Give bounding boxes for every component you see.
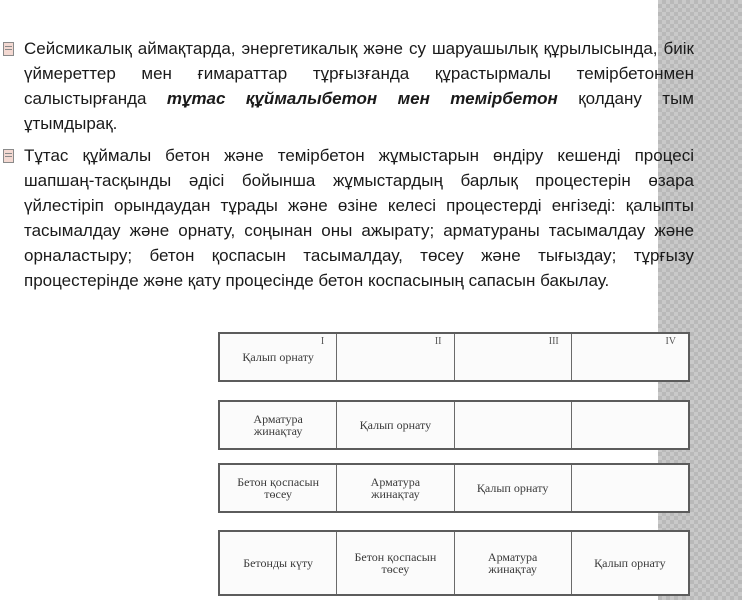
diagram-cell	[572, 402, 688, 448]
diagram-cell	[220, 465, 337, 511]
cell-text: Қалып орнату	[242, 350, 314, 364]
diagram-cell	[337, 334, 454, 380]
paragraph-1	[24, 36, 694, 136]
diagram-row-4	[218, 530, 690, 596]
diagram-cell	[220, 334, 337, 380]
diagram-row-3	[218, 463, 690, 513]
cell-text: Арматура жинақтау	[487, 550, 538, 576]
bullet-icon	[3, 149, 14, 163]
diagram-cell	[455, 465, 572, 511]
diagram-cell	[337, 465, 454, 511]
cell-text: Қалып орнату	[594, 556, 666, 570]
diagram-cell	[572, 465, 688, 511]
cell-text: Қалып орнату	[359, 418, 432, 432]
paragraph-1-text-before: Сейсмикалық аймақтарда, энергетикалық және су шаруашылық құрылысында, биік үймереттер мен ғимараттар тұрғызғанда құрастырмалы темірбетонмен салыстырғанда	[24, 39, 694, 108]
column-label-2: II	[434, 336, 442, 347]
bullet-icon	[3, 42, 14, 56]
column-label-3: III	[548, 336, 559, 347]
paragraph-2	[24, 143, 694, 293]
diagram-cell	[220, 402, 337, 448]
cell-text: Арматура жинақтау	[253, 412, 303, 438]
cell-text: Бетон қоспасын төсеу	[354, 550, 437, 576]
cell-text: Бетонды күту	[243, 556, 314, 570]
paragraph-2-text: Тұтас құймалы бетон және темірбетон жұмыстарын өндіру кешенді процесі шапшаң-тасқынды әдісі бойынша жұмыстардың барлық процестерін өзара үйлестіріп орындаудан тұрады және өзіне келесі процестерді енгізеді: қалыпты тасымалдау және орнату, соңынан оны ажырату; арматураны тасымалдау және орналастыру; бетон қоспасын тасымалдау, төсеу және тығыздау; тұрғызу процестерінде және қату процесінде бетон коспасының сапасын бакылау.	[24, 146, 694, 290]
diagram-cell	[455, 334, 572, 380]
diagram-cell	[337, 532, 454, 594]
slide-content	[0, 36, 742, 293]
paragraph-1-text-after: қолдану тым ұтымдырақ.	[24, 89, 694, 133]
process-stage-diagram	[218, 332, 688, 597]
column-label-4: IV	[665, 336, 676, 347]
diagram-cell	[337, 402, 454, 448]
diagram-cell	[572, 532, 688, 594]
diagram-row-1	[218, 332, 690, 382]
diagram-row-2	[218, 400, 690, 450]
cell-text: Арматура жинақтау	[370, 475, 421, 501]
paragraph-1-emphasis: тұтас құймалыбетон мен темірбетон	[166, 89, 558, 108]
cell-text: Қалып орнату	[476, 481, 549, 495]
cell-text: Бетон қоспасын төсеу	[237, 475, 319, 501]
diagram-cell	[455, 532, 572, 594]
diagram-cell	[220, 532, 337, 594]
diagram-cell	[572, 334, 688, 380]
diagram-cell	[455, 402, 572, 448]
column-label-1: I	[320, 336, 325, 347]
